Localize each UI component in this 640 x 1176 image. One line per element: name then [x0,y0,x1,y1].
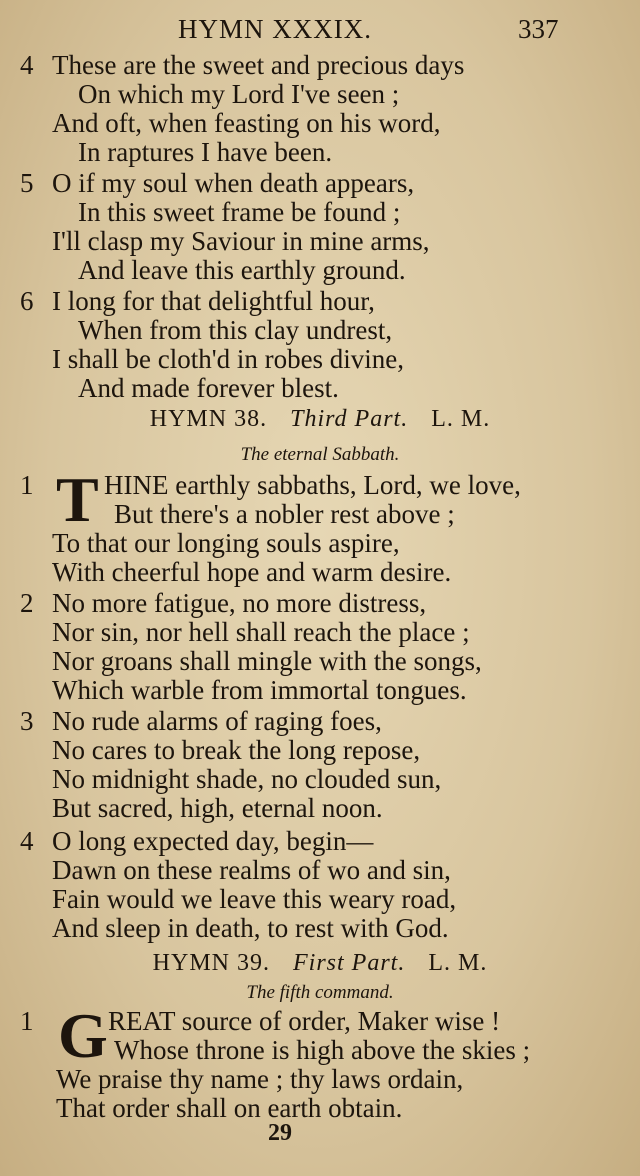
hymn-38-subtitle: The eternal Sabbath. [240,444,400,465]
stanza-number: 2 [20,588,34,618]
stanza-number: 3 [20,706,34,736]
verse-line: To that our longing souls aspire, [52,528,400,558]
drop-cap: T [56,464,99,535]
verse-line: I'll clasp my Saviour in mine arms, [52,226,430,256]
signature-mark: 29 [268,1120,292,1146]
verse-line: These are the sweet and precious days [52,50,465,80]
verse-line: O if my soul when death appears, [52,168,415,198]
drop-cap: G [58,1000,108,1071]
hymn-meter: L. M. [428,950,488,976]
hymn-title: HYMN 39. [152,950,270,976]
verse-line: Fain would we leave this weary road, [52,884,457,914]
verse-line: I shall be cloth'd in robes divine, [52,344,405,374]
verse-line: HINE earthly sabbaths, Lord, we love, [104,470,521,500]
stanza-number: 1 [20,1006,34,1036]
hymn-title: HYMN 38. [149,406,268,432]
verse-line: And sleep in death, to rest with God. [52,913,449,943]
verse-line: Nor sin, nor hell shall reach the place ; [52,617,470,647]
verse-line: And leave this earthly ground. [78,255,406,285]
verse-line: No midnight shade, no clouded sun, [52,764,442,794]
verse-line: Nor groans shall mingle with the songs, [52,646,482,676]
verse-line: But sacred, high, eternal noon. [52,793,383,823]
verse-line: No cares to break the long repose, [52,735,421,765]
verse-line: When from this clay undrest, [78,315,393,345]
hymn-39-heading [0,950,640,977]
verse-line: Which warble from immortal tongues. [52,675,467,705]
running-head: HYMN XXXIX. [178,14,372,44]
verse-line: O long expected day, begin— [52,826,374,856]
hymn-meter: L. M. [431,406,491,432]
verse-line: REAT source of order, Maker wise ! [108,1006,501,1036]
verse-line: No more fatigue, no more distress, [52,588,427,618]
verse-line: That order shall on earth obtain. [56,1093,403,1123]
stanza-number: 4 [20,826,34,856]
stanza-number: 1 [20,470,34,500]
verse-line: Dawn on these realms of wo and sin, [52,855,451,885]
verse-line: And oft, when feasting on his word, [52,108,441,138]
page-number: 337 [518,14,559,44]
stanza-number: 6 [20,286,34,316]
verse-line: On which my Lord I've seen ; [78,79,400,109]
hymn-39-subtitle: The fifth command. [246,982,394,1003]
verse-line: Whose throne is high above the skies ; [114,1035,531,1065]
verse-line: We praise thy name ; thy laws ordain, [56,1064,464,1094]
verse-line: In this sweet frame be found ; [78,197,401,227]
hymn-38-heading [0,406,640,433]
verse-line: No rude alarms of raging foes, [52,706,382,736]
page-header [0,14,640,50]
hymn-part: First Part. [293,950,406,976]
stanza-number: 5 [20,168,34,198]
verse-line: With cheerful hope and warm desire. [52,557,452,587]
hymn-part: Third Part. [290,406,409,432]
verse-line: And made forever blest. [78,373,339,403]
stanza-number: 4 [20,50,34,80]
verse-line: In raptures I have been. [78,137,333,167]
verse-line: But there's a nobler rest above ; [114,499,455,529]
verse-line: I long for that delightful hour, [52,286,375,316]
